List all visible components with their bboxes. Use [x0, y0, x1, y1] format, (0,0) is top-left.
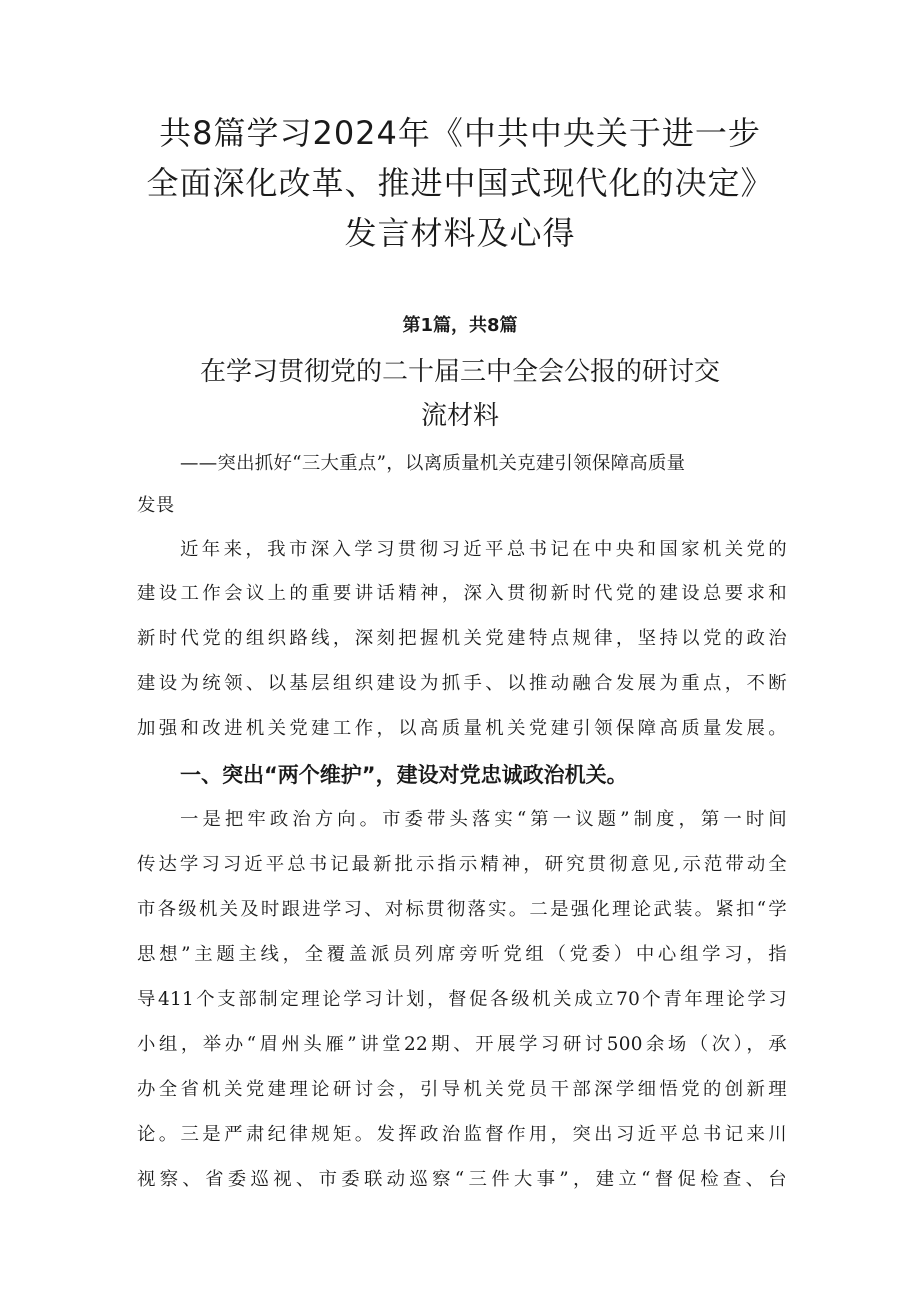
subtitle-line-2: 发畏: [137, 495, 175, 516]
part-label: 第1篇，共8篇: [402, 315, 518, 336]
body-line-9: 视察、省委巡视、市委联动巡察“三件大事”，建立“督促检查、台: [137, 1169, 787, 1190]
body-line-1: 一是把牢政治方向。市委带头落实“第一议题”制度，第一时间: [180, 809, 787, 830]
article-title: [180, 350, 740, 438]
subtitle-line-1: ——突出抓好“三大重点”，以离质量机关克建引领保障高质量: [180, 453, 686, 474]
body-line-6: 小组，举办“眉州头雁”讲堂22期、开展学习研讨500余场（次），承: [137, 1034, 787, 1055]
body-line-7: 办全省机关党建理论研讨会，引导机关党员干部深学细悟党的创新理: [137, 1079, 787, 1100]
body-line-4: 思想”主题主线，全覆盖派员列席旁听党组（党委）中心组学习，指: [137, 944, 787, 965]
main-title-line-2: 全面深化改革、推进中国式现代化的决定》: [146, 164, 774, 202]
article-title-line-2: 流材料: [420, 401, 499, 431]
body-line-8: 论。三是严肃纪律规矩。发挥政治监督作用，突出习近平总书记来川: [137, 1124, 787, 1145]
intro-line-5: 加强和改进机关党建工作，以高质量机关党建引领保障高质量发展。: [137, 718, 787, 739]
body-line-2: 传达学习习近平总书记最新批示指示精神，研究贯彻意见,示范带动全: [137, 854, 787, 875]
main-title-line-3: 发言材料及心得: [344, 214, 576, 252]
main-title-line-1: 共8篇学习2024年《中共中央关于进一步: [159, 114, 761, 152]
intro-line-1: 近年来，我市深入学习贯彻习近平总书记在中央和国家机关党的: [180, 539, 787, 560]
body-line-3: 市各级机关及时跟进学习、对标贯彻落实。二是强化理论武装。紧扣“学: [137, 899, 787, 920]
intro-line-4: 建设为统领、以基层组织建设为抓手、以推动融合发展为重点，不断: [137, 673, 787, 694]
section-heading: 一、突出“两个维护”，建设对党忠诚政治机关。: [180, 763, 628, 787]
intro-line-2: 建设工作会议上的重要讲话精神，深入贯彻新时代党的建设总要求和: [137, 583, 787, 604]
main-title: [100, 108, 820, 258]
intro-line-3: 新时代党的组织路线，深刻把握机关党建特点规律，坚持以党的政治: [137, 628, 787, 649]
body-line-5: 导411个支部制定理论学习计划，督促各级机关成立70个青年理论学习: [137, 989, 787, 1010]
article-title-line-1: 在学习贯彻党的二十届三中全会公报的研讨交: [199, 357, 720, 387]
